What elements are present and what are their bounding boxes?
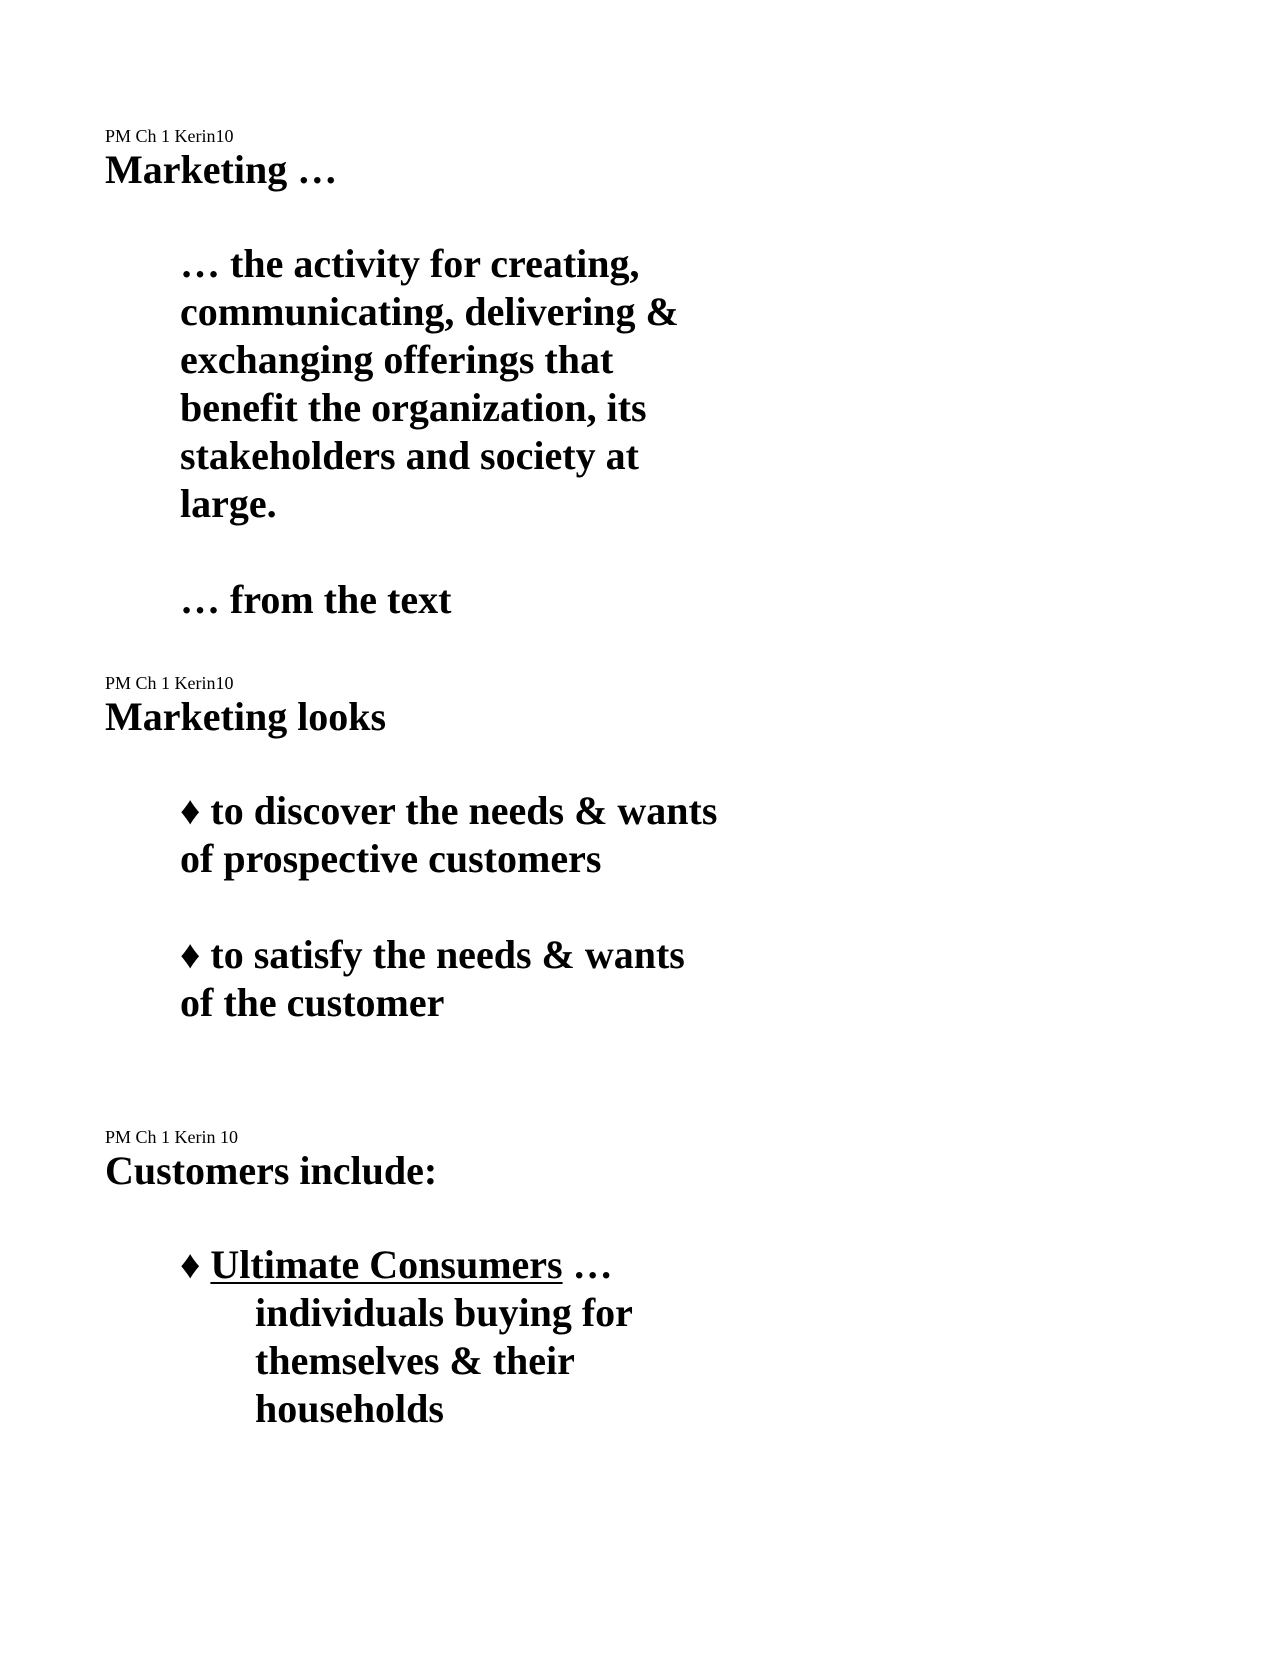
bullet-list — [105, 787, 1105, 1027]
definition-line: individuals buying for — [255, 1290, 633, 1335]
section-customers-include — [105, 1127, 1105, 1433]
section-label: PM Ch 1 Kerin10 — [105, 126, 234, 146]
bullet-item: ♦ to discover the needs & wants — [180, 788, 718, 833]
section-heading: Marketing looks — [105, 694, 387, 739]
text-line: stakeholders and society at — [180, 433, 639, 478]
source-note: … from the text — [180, 577, 452, 622]
bullet-item: ♦ to satisfy the needs & wants — [180, 932, 685, 977]
section-heading: Marketing … — [105, 147, 338, 192]
bullet-item-continuation: of prospective customers — [180, 836, 602, 881]
text-line: communicating, delivering & — [180, 289, 679, 334]
text-line: large. — [180, 481, 277, 526]
section-marketing-definition — [105, 126, 1105, 624]
section-marketing-looks — [105, 673, 1105, 1027]
section-label: PM Ch 1 Kerin 10 — [105, 1127, 239, 1147]
bullet-item — [180, 1241, 1105, 1289]
text-line: … the activity for creating, — [180, 241, 640, 286]
definition-line: themselves & their — [255, 1338, 575, 1383]
section-label: PM Ch 1 Kerin10 — [105, 673, 234, 693]
bullet-list — [105, 1241, 1105, 1433]
definition-line: households — [255, 1386, 444, 1431]
definition-text — [105, 240, 1105, 624]
section-heading: Customers include: — [105, 1148, 438, 1193]
text-line: exchanging offerings that — [180, 337, 614, 382]
bullet-item-continuation: of the customer — [180, 980, 445, 1025]
text-line: benefit the organization, its — [180, 385, 647, 430]
bullet-diamond-icon: ♦ — [180, 1242, 201, 1287]
term-ultimate-consumers: Ultimate Consumers — [210, 1242, 563, 1287]
term-ellipsis: … — [572, 1242, 613, 1287]
